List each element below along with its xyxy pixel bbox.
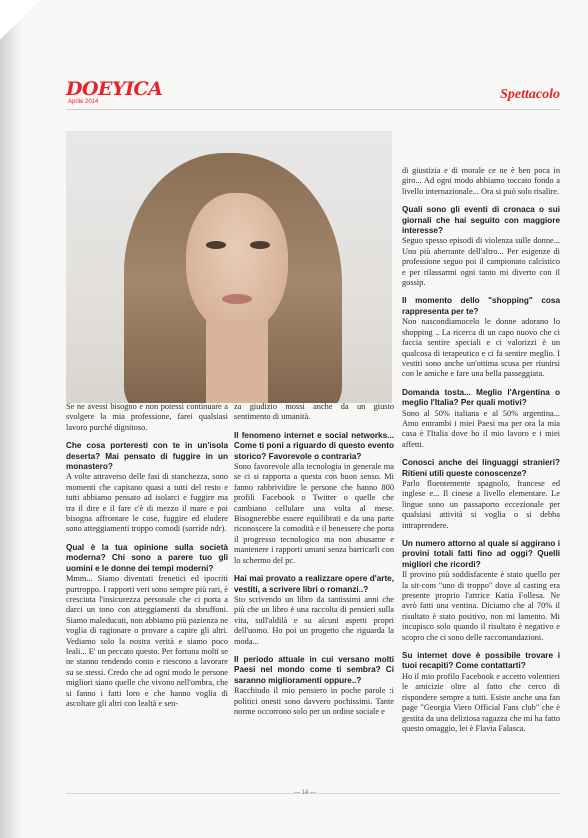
question-text: Il momento dello "shopping" cosa rappresenta per te? <box>402 296 560 316</box>
photo-face <box>186 193 288 333</box>
photo-lips <box>222 294 252 304</box>
magazine-logo: DOEYICA <box>66 78 163 100</box>
qa-block <box>66 543 228 710</box>
qa-block <box>66 402 228 433</box>
section-title: Spettacolo <box>500 87 560 102</box>
question-text: Hai mai provato a realizzare opere d'arte, vestiti, a scrivere libri o romanzi..? <box>234 574 394 594</box>
answer-text: Ho il mio profilo Facebook e accetto volentieri le amicizie oltre al fatto che cerco di rispondere sempre a tutti. Esiste anche una fan page "Georgia Viero Official Fans club" che è gestita da una deliziosa ragazza che mi ha fatto questo omaggio, lei è Flavia Falasca. <box>402 671 560 733</box>
qa-block <box>234 574 394 647</box>
answer-text: Parlo fluentemente spagnolo, francese ed inglese e... Il cinese a livello elementare. Le lingue sono un passaporto eccezionale per qualsiasi attività si voglia o si debba intraprendere. <box>402 478 560 530</box>
qa-block <box>402 651 560 734</box>
question-text: Su internet dove è possibile trovare i tuoi recapiti? Come contattarti? <box>402 651 560 671</box>
qa-block <box>402 205 560 288</box>
qa-block <box>402 296 560 379</box>
question-text: Conosci anche dei linguaggi stranieri? Ritieni utili queste conoscenze? <box>402 458 560 478</box>
answer-text: Mmm... Siamo diventati frenetici ed ipocriti purtroppo. I rapporti veri sono sempre più rari, è cresciuta l'insicurezza personale che ci porta a darci un tono con atteggiamenti da sbruffoni. Siamo maleducati, non abbiamo più pazienza ne voglia di ragionare o provare a capire gli altri. Vediamo solo la nostra verità e siamo poco leali... E' un peccato questo. Per fortuna molti se ne stanno rendendo conto e riescono a lavorare su se stessi. Credo che ad ogni modo le persone migliori siano quelle che vivono nell'ombra, che si fanno i fatti loro e che hanno voglia di ascoltare gli altri con lealtà e sen- <box>66 574 228 708</box>
photo-eye-left <box>206 241 226 249</box>
question-text: Domanda tosta... Meglio l'Argentina o meglio l'Italia? Per quali motivi? <box>402 387 560 408</box>
qa-block <box>234 402 394 423</box>
answer-text: Il provino più soddisfacente è stato quello per la sit-com "uno di troppo" dove al casting era presente proprio l'attrice Katia Follesa. Ne avrò fatti una ventina. Diciamo che al 70% il risultato è stato positivo, non mi lamento. Mi incupisco solo quando il risultato è negativo e scopro che ci sono delle raccomandazioni. <box>402 570 560 642</box>
column-1 <box>66 402 228 717</box>
answer-text: za giudizio mossi anche da un giusto sentimento di umanità. <box>234 402 394 422</box>
header-rule <box>66 109 560 110</box>
qa-block <box>234 431 394 566</box>
answer-text: Racchiudo il mio pensiero in poche parole :i politici onesti sono davvero pochissimi. Tante norme occorrono solo per un ordine sociale e <box>234 686 394 716</box>
answer-text: Non nascondiamocelo le donne adorano lo shopping .. La ricerca di un capo nuovo che ci faccia sentire speciali e ci valorizzi è un qualcosa di terapeutico e ci fa sentire meglio. I vestiti sono anche un'ottima scusa per riunirsi con le amiche e fare una bella passeggiata. <box>402 317 560 379</box>
question-text: Un numero attorno al quale si aggirano i provini totali fatti fino ad oggi? Quelli migliori che ricordi? <box>402 539 560 569</box>
portrait-photo <box>66 131 392 403</box>
photo-neck <box>206 321 268 403</box>
column-3 <box>402 166 560 742</box>
column-2 <box>234 402 394 725</box>
answer-text: Sono al 50% italiana e al 50% argentina... Amo entrambi i miei Paesi ma per ora la mia casa è l'Italia dove ho il mio lavoro e i miei affetti. <box>402 408 560 449</box>
question-text: Il periodo attuale in cui versano molti Paesi nel mondo come ti sembra? Ci saranno miglioramenti oppure..? <box>234 654 394 685</box>
qa-block <box>402 166 560 197</box>
answer-text: di giustizia e di morale ce ne è ben poca in giro... Ad ogni modo abbiamo toccato fondo a livello internazionale... Ora si può solo risalire. <box>402 166 560 196</box>
qa-block <box>402 539 560 643</box>
issue-date: Aprile 2014 <box>68 99 99 105</box>
qa-block <box>66 441 228 535</box>
answer-text: A volte attraverso delle fasi di stanchezza, sono momenti che capitano quasi a tutti del resto e tutti abbiamo pensato ad isolarci e fuggire ma tra il dire e il fare c'è di mezzo il mare e poi bisogna affrontare le cose, fuggire ed eludere sono atteggiamenti troppo comodi (sorride ndr). <box>66 472 228 534</box>
answer-text: Seguo spesso episodi di violenza sulle donne... Uno più aberrante dell'altro... Per esigenze di professione seguo poi il campionato calcistico e per rilassarmi ogni tanto mi diverto con il gossip. <box>402 236 560 288</box>
qa-block <box>402 458 560 531</box>
page-spine-shadow <box>0 0 20 838</box>
answer-text: Se ne avessi bisogno e non potessi continuare a svolgere la mia professione, farei qualsiasi lavoro purché dignitoso. <box>66 402 228 432</box>
question-text: Il fenomeno internet e social networks... Come ti poni a riguardo di questo evento storico? Favorevole o contraria? <box>234 430 394 461</box>
question-text: Qual è la tua opinione sulla società moderna? Chi sono a parere tuo gli uomini e le donne dei tempi moderni? <box>66 542 228 573</box>
page-corner <box>0 0 40 40</box>
answer-text: Sto scrivendo un libro da tantissimi anni che più che un libro è una raccolta di pensieri sulla vita, sull'aldilà e su alcuni aspetti propri dell'uomo. Ho poi un progetto che riguarda la moda... <box>234 594 394 646</box>
qa-block <box>234 655 394 717</box>
question-text: Quali sono gli eventi di cronaca o sui giornali che hai seguito con maggiore interesse? <box>402 205 560 236</box>
photo-eye-right <box>250 241 270 249</box>
question-text: Che cosa porteresti con te in un'isola deserta? Mai pensato di fuggire in un monastero? <box>66 441 228 472</box>
qa-block <box>402 388 560 450</box>
page-number: — 14 — <box>294 790 317 796</box>
answer-text: Sono favorevole alla tecnologia in generale ma se ci si rapporta a questa con buon senso. Mi fanno rabbrividire le persone che hanno 800 profili Facebook o Twitter o quelle che cambiano cellulare una volta al mese. Bisognerebbe essere equilibrati e da una parte riconoscere la comodità e il benessere che porta il progresso tecnologico ma non abusarne e mantenere i rapporti umani senza barricarli con lo schermo del pc. <box>234 462 394 565</box>
